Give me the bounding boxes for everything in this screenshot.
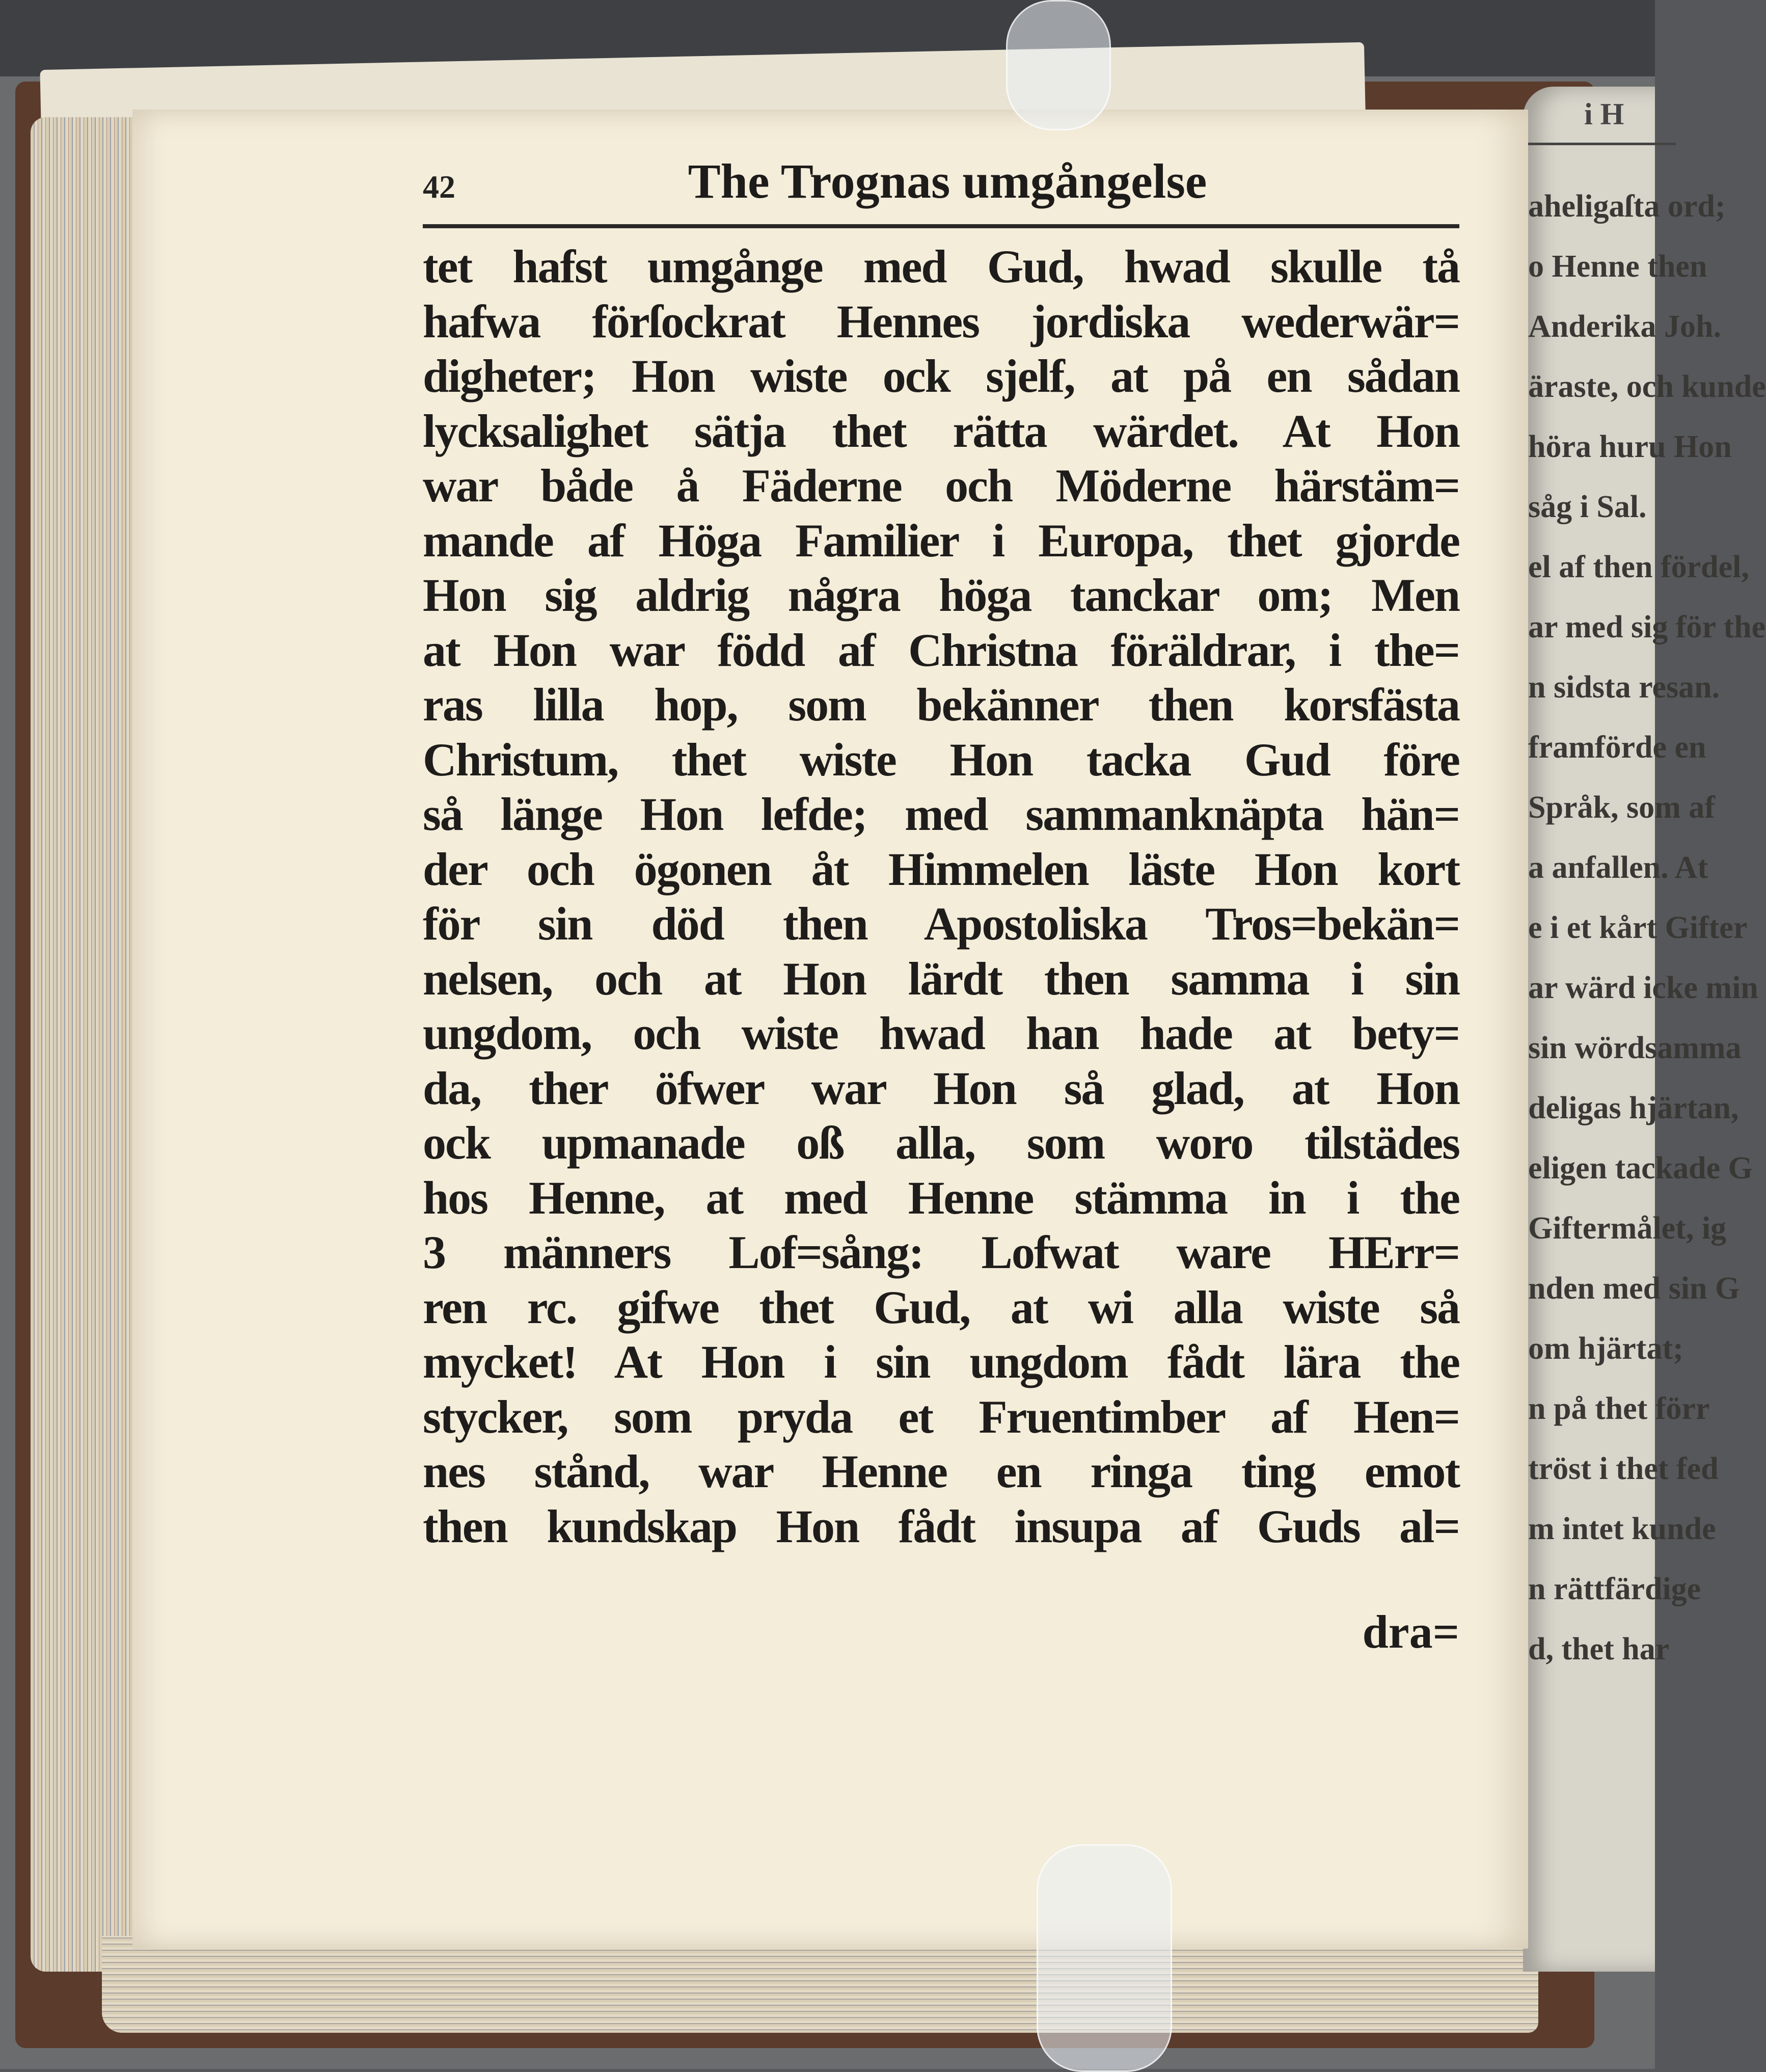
text-line: så länge Hon lefde; med sammanknäpta hän=: [423, 788, 1459, 840]
facing-text-line: m intet kunde: [1528, 1512, 1716, 1546]
text-line: war både å Fäderne och Möderne härstäm=: [423, 460, 1459, 512]
text-line: tet hafst umgånge med Gud, hwad skulle tå: [423, 240, 1459, 292]
facing-text-line: framförde en: [1528, 730, 1706, 765]
text-line: ren rc. gifwe thet Gud, at wi alla wiste så: [423, 1281, 1459, 1333]
facing-page-rule: [1523, 143, 1676, 145]
page-block-edge-bottom: [102, 1936, 1538, 2033]
facing-page: [1523, 87, 1766, 1972]
page-clip-bottom: [1037, 1844, 1172, 2072]
text-line: da, ther öfwer war Hon så glad, at Hon: [423, 1062, 1459, 1114]
text-line: mande af Höga Familier i Europa, thet gjorde: [423, 514, 1459, 567]
header-rule: [423, 224, 1459, 228]
text-line: at Hon war född af Christna föräldrar, i the=: [423, 624, 1459, 676]
text-line: der och ögonen åt Himmelen läste Hon kort: [423, 843, 1459, 895]
facing-text-line: d, thet har: [1528, 1632, 1670, 1666]
text-line: 3 männers Lof=sång: Lofwat ware HErr=: [423, 1226, 1459, 1278]
page-number: 42: [423, 169, 455, 205]
text-line: ras lilla hop, som bekänner then korsfästa: [423, 679, 1459, 731]
facing-text-line: n rättfärdige: [1528, 1572, 1701, 1606]
facing-text-line: Giftermålet, ig: [1528, 1211, 1727, 1246]
facing-text-line: höra huru Hon: [1528, 429, 1732, 464]
facing-text-line: Språk, som af: [1528, 790, 1715, 825]
facing-text-line: eligen tackade G: [1528, 1151, 1753, 1186]
catchword: dra=: [1362, 1606, 1459, 1658]
text-line: hos Henne, at med Henne stämma in i the: [423, 1171, 1459, 1224]
facing-text-line: aheligaſta ord;: [1528, 189, 1726, 224]
text-line: lycksalighet sätja thet rätta wärdet. At Hon: [423, 405, 1459, 457]
body-text: [423, 239, 1459, 1554]
facing-text-line: äraste, och kunde: [1528, 369, 1766, 404]
facing-text-line: n på thet förr: [1528, 1391, 1710, 1426]
running-title: The Trognas umgångelse: [688, 154, 1207, 208]
facing-text-line: sin wördsamma: [1528, 1031, 1742, 1065]
facing-text-line: såg i Sal.: [1528, 490, 1647, 524]
text-line: mycket! At Hon i sin ungdom fådt lära the: [423, 1336, 1459, 1388]
facing-text-line: nden med sin G: [1528, 1271, 1740, 1306]
facing-text-line: a anfallen. At: [1528, 850, 1708, 885]
facing-text-line: tröst i thet fed: [1528, 1451, 1719, 1486]
facing-text-line: ar wärd icke min: [1528, 971, 1758, 1005]
facing-text-line: ar med sig för the: [1528, 610, 1766, 644]
facing-text-line: n sidsta resan.: [1528, 670, 1720, 705]
text-line: stycker, som pryda et Fruentimber af Hen=: [423, 1390, 1459, 1443]
facing-page-header: i H: [1584, 97, 1624, 131]
page-block-edge-left: [31, 117, 148, 1972]
text-line: ungdom, och wiste hwad han hade at bety=: [423, 1007, 1459, 1059]
text-line: Hon sig aldrig några höga tanckar om; Men: [423, 569, 1459, 621]
text-line: Christum, thet wiste Hon tacka Gud före: [423, 733, 1459, 786]
facing-text-line: Anderika Joh.: [1528, 309, 1721, 344]
facing-text-line: om hjärtat;: [1528, 1331, 1683, 1366]
text-line: för sin död then Apostoliska Tros=bekän=: [423, 898, 1459, 950]
facing-text-line: el af then fördel,: [1528, 550, 1749, 584]
text-line: hafwa förſockrat Hennes jordiska wederwär=: [423, 295, 1459, 347]
text-line: then kundskap Hon fådt insupa af Guds al=: [423, 1500, 1459, 1552]
facing-text-line: deligas hjärtan,: [1528, 1091, 1739, 1125]
text-line: ock upmanade oß alla, som woro tilstädes: [423, 1117, 1459, 1169]
facing-text-line: o Henne then: [1528, 249, 1707, 284]
page-clip-top: [1006, 0, 1111, 130]
text-line: nelsen, och at Hon lärdt then samma i sin: [423, 952, 1459, 1005]
text-line: digheter; Hon wiste ock sjelf, at på en sådan: [423, 350, 1459, 402]
text-line: nes stånd, war Henne en ringa ting emot: [423, 1445, 1459, 1497]
facing-text-line: e i et kårt Gifter: [1528, 910, 1748, 945]
